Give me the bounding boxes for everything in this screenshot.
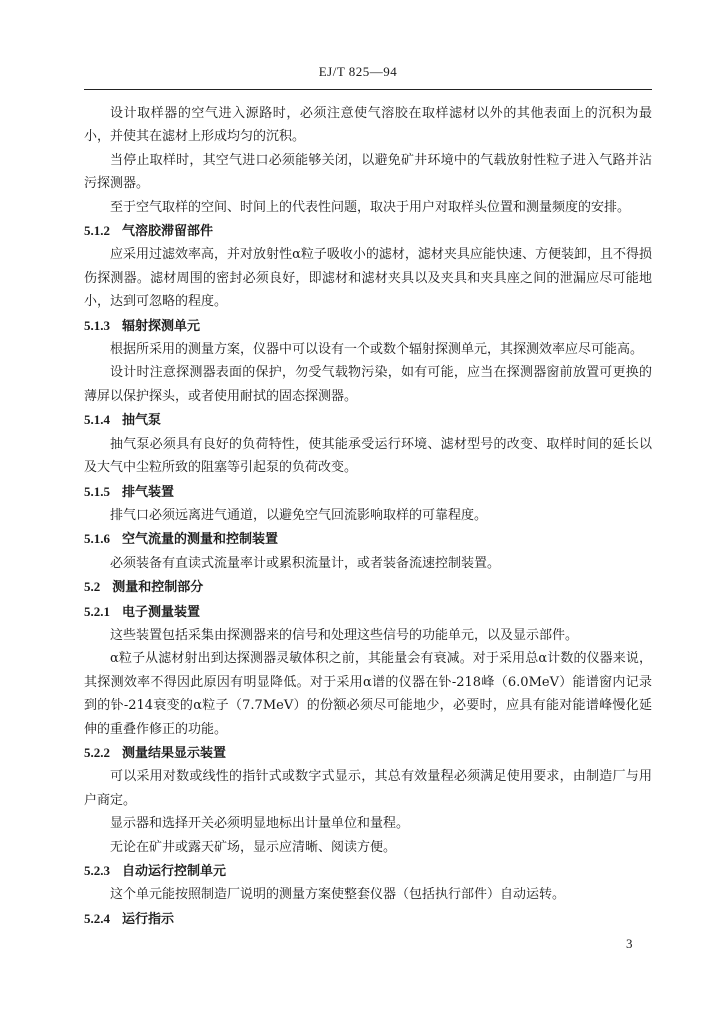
section-heading-5-1-3 — [84, 314, 652, 338]
section-heading-5-2-1 — [84, 600, 652, 624]
section-number: 5.2 — [84, 579, 101, 595]
section-heading-5-2-2 — [84, 741, 652, 765]
section-number: 5.1.5 — [84, 483, 110, 499]
section-title: 电子测量装置 — [122, 604, 201, 620]
section-heading-5-1-5 — [84, 480, 652, 504]
section-number: 5.2.2 — [84, 744, 110, 760]
section-title: 自动运行控制单元 — [122, 864, 227, 879]
paragraph: 排气口必须远离进气通道，以避免空气回流影响取样的可靠程度。 — [110, 507, 488, 523]
paragraph: α粒子从滤材射出到达探测器灵敏体积之前，其能量会有衰减。对于采用总α计数的仪器来说，其探测效率不得因此原因有明显降低。对于采用α谱的仪器在钋-218峰（6.0MeV）能谱窗内记录到的钋-214衰变的α粒子（7.7MeV）的份额必须尽可能地少，必要时，应具有能对能谱峰慢化延伸的重叠作修正的功能。 — [84, 651, 652, 737]
paragraph: 显示器和选择开关必须明显地标出计量单位和量程。 — [110, 816, 410, 832]
paragraph: 当停止取样时，其空气进口必须能够关闭，以避免矿井环境中的气载放射性粒子进入气路并沾污探测器。 — [84, 152, 652, 192]
section-title: 辐射探测单元 — [122, 318, 201, 334]
document-body — [84, 102, 652, 931]
document-code-header: EJ/T 825—94 — [318, 64, 398, 79]
section-number: 5.1.4 — [84, 412, 110, 428]
paragraph: 这些装置包括采集由探测器来的信号和处理这些信号的功能单元，以及显示部件。 — [110, 627, 579, 643]
section-title: 抽气泵 — [122, 413, 162, 429]
section-number: 5.1.2 — [84, 223, 110, 239]
paragraph: 设计取样器的空气进入源路时，必须注意使气溶胶在取样滤材以外的其他表面上的沉积为最小，并使其在滤材上形成均匀的沉积。 — [84, 106, 652, 145]
section-number: 5.2.1 — [84, 603, 110, 619]
section-title: 空气流量的测量和控制装置 — [122, 532, 279, 548]
section-title: 排气装置 — [122, 484, 175, 500]
section-heading-5-2-3 — [84, 859, 652, 883]
section-heading-5-1-4 — [84, 408, 652, 432]
section-heading-5-2-4 — [84, 907, 652, 931]
paragraph: 至于空气取样的空间、时间上的代表性问题，取决于用户对取样头位置和测量频度的安排。 — [110, 199, 631, 215]
section-number: 5.1.3 — [84, 317, 110, 333]
page-number: 3 — [626, 936, 633, 951]
section-number: 5.2.3 — [84, 863, 110, 878]
section-heading-5-1-6 — [84, 527, 652, 551]
section-title: 测量结果显示装置 — [122, 745, 227, 761]
header-divider — [84, 89, 652, 90]
paragraph: 这个单元能按照制造厂说明的测量方案使整套仪器（包括执行部件）自动运转。 — [110, 887, 566, 903]
section-number: 5.1.6 — [84, 531, 110, 547]
paragraph: 抽气泵必须具有良好的负荷特性，使其能承受运行环境、滤材型号的改变、取样时间的延长以及大气中尘粒所致的阻塞等引起泵的负荷改变。 — [84, 436, 652, 476]
paragraph: 无论在矿井或露天矿场，显示应清晰、阅读方便。 — [110, 839, 397, 855]
section-heading-5-2 — [84, 575, 652, 599]
section-title: 测量和控制部分 — [112, 580, 204, 596]
paragraph: 应采用过滤效率高，并对放射性α粒子吸收小的滤材，滤材夹具应能快速、方便装卸，且不得损伤探测器。滤材周围的密封必须良好，即滤材和滤材夹具以及夹具和夹具座之间的泄漏应尽可能地小，达到可忽略的程度。 — [84, 247, 652, 310]
section-title: 气溶胶滞留部件 — [122, 224, 214, 240]
section-number: 5.2.4 — [84, 910, 110, 926]
paragraph: 必须装备有直读式流量率计或累积流量计，或者装备流速控制装置。 — [110, 555, 501, 571]
section-heading-5-1-2 — [84, 219, 652, 243]
paragraph: 设计时注意探测器表面的保护，勿受气载物污染，如有可能，应当在探测器窗前放置可更换的薄屏以保护探头，或者使用耐拭的固态探测器。 — [84, 365, 652, 404]
paragraph: 根据所采用的测量方案，仪器中可以设有一个或数个辐射探测单元，其探测效率应尽可能高。 — [110, 342, 644, 358]
paragraph: 可以采用对数或线性的指针式或数字式显示，其总有效量程必须满足使用要求，由制造厂与用户商定。 — [84, 769, 652, 808]
section-title: 运行指示 — [122, 911, 175, 927]
